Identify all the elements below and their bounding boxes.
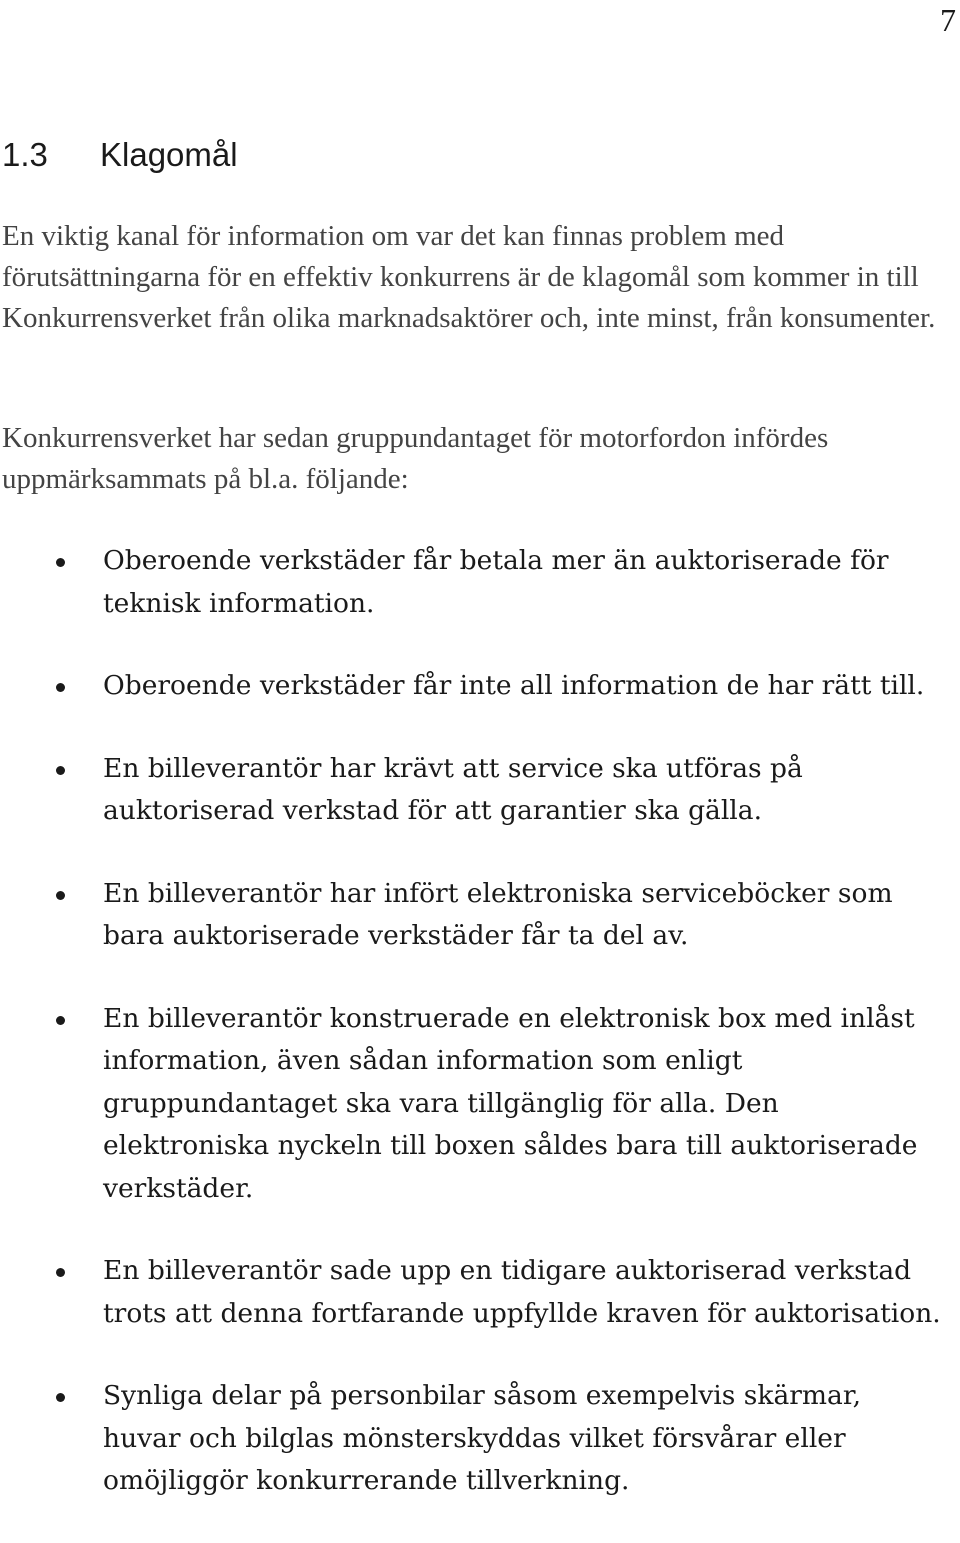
list-item-text: En billeverantör har krävt att service ska utföras på auktoriserad verkstad för att garantier ska gälla. — [103, 752, 803, 826]
bullet-icon — [56, 558, 65, 567]
list-item — [0, 748, 960, 833]
bullet-icon — [56, 683, 65, 692]
list-item — [0, 665, 960, 708]
list-item — [0, 1375, 960, 1503]
list-item — [0, 998, 960, 1211]
bullet-icon — [56, 1016, 65, 1025]
list-item-text: Oberoende verkstäder får inte all information de har rätt till. — [103, 670, 925, 701]
section-number: 1.3 — [2, 136, 48, 173]
intro-paragraph: En viktig kanal för information om var det kan finnas problem med förutsättningarna för en effektiv konkurrens är de klagomål som kommer in till Konkurrensverket från olika marknadsaktörer och, inte minst, från konsumenter. — [2, 220, 936, 334]
list-item — [0, 873, 960, 958]
findings-intro-paragraph: Konkurrensverket har sedan gruppundantaget för motorfordon infördes uppmärksammats på bl.a. följande: — [2, 422, 829, 495]
list-item-text: Synliga delar på personbilar såsom exempelvis skärmar, huvar och bilglas mönsterskyddas vilket försvårar eller omöjliggör konkurrerande tillverkning. — [103, 1380, 862, 1496]
section-title: Klagomål — [100, 136, 238, 173]
list-item — [0, 540, 960, 625]
list-item-text: En billeverantör konstruerade en elektronisk box med inlåst information, även sådan information som enligt gruppundantaget ska vara tillgänglig för alla. Den elektroniska nyckeln till boxen såldes bara till auktoriserade verkstäder. — [103, 1002, 918, 1204]
findings-list — [0, 540, 960, 1543]
list-item-text: En billeverantör sade upp en tidigare auktoriserad verkstad trots att denna fortfarande uppfyllde kraven för auktorisation. — [103, 1255, 941, 1329]
bullet-icon — [56, 1268, 65, 1277]
section-heading — [2, 130, 238, 180]
bullet-icon — [56, 1393, 65, 1402]
bullet-icon — [56, 766, 65, 775]
list-item — [0, 1250, 960, 1335]
list-item-text: Oberoende verkstäder får betala mer än auktoriserade för teknisk information. — [103, 545, 889, 619]
bullet-icon — [56, 891, 65, 900]
page-number: 7 — [940, 2, 956, 38]
list-item-text: En billeverantör har infört elektroniska serviceböcker som bara auktoriserade verkstäder får ta del av. — [103, 877, 893, 951]
